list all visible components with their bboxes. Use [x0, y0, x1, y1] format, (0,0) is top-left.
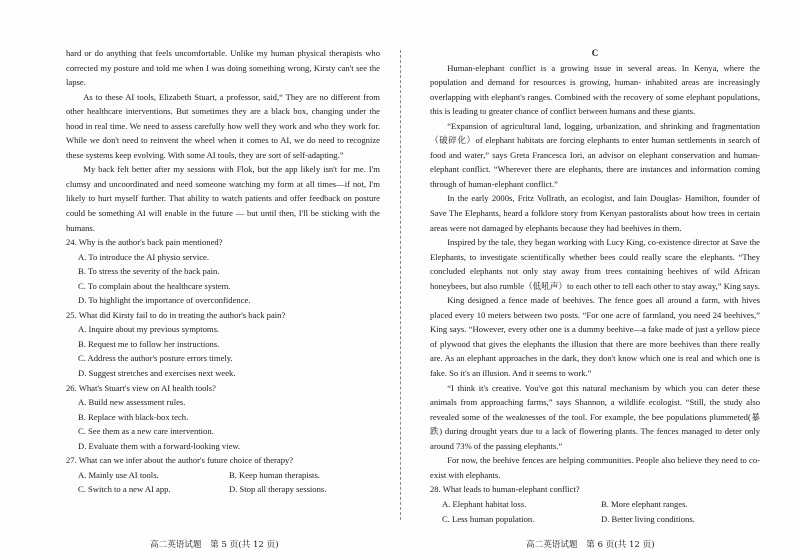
paragraph: hard or do anything that feels uncomfortable. Unlike my human physical therapists who corrected my posture and told me when I was doing something wrong, Kirsty can't see the lapse.: [66, 48, 380, 88]
paragraph: “I think it's creative. You've got this natural mechanism by which you can deter these animals from approaching farms,” says Shannon, a wildlife ecologist. “Still, the study also revealed some of the weaknesses of the tool. For example, the bee populations plummeted(暴跌) during drought years due to a lack of flowering plants. The fences managed to deter only around 73% of the passing elephants.”: [430, 382, 760, 451]
question-stem: 28. What leads to human-elephant conflict?: [430, 484, 580, 495]
question-stem: 26. What's Stuart's view on AI health tools?: [66, 382, 216, 393]
answer-option: D. Suggest stretches and exercises next week.: [78, 368, 236, 379]
answer-option: D. Stop all therapy sessions.: [229, 484, 327, 495]
answer-option: A. Inquire about my previous symptoms.: [78, 324, 220, 335]
answer-option: B. More elephant ranges.: [601, 498, 688, 509]
answer-option: A. Build new assessment rules.: [78, 397, 186, 408]
right-column: [430, 46, 760, 526]
answer-option: B. Request me to follow her instructions.: [78, 338, 220, 349]
answer-option: C. To complain about the healthcare system.: [78, 280, 231, 291]
question-stem: 25. What did Kirsty fail to do in treating the author's back pain?: [66, 309, 286, 320]
answer-option: D. To highlight the importance of overconfidence.: [78, 295, 251, 306]
paragraph: My back felt better after my sessions with Flok, but the app likely isn't for me. I'm clumsy and uncoordinated and need someone watching my form at all times—if not, I'm likely to hurt myself further. That ability to watch patients and offer feedback on posture could be something AI will enable in the future — but until then, I'll be sticking with the humans.: [66, 164, 380, 233]
paragraph: Human-elephant conflict is a growing issue in several areas. In Kenya, where the population and demand for resources is growing, human- inhabited areas are increasingly overlapping with elephant's ranges. Combined with the recovery of some elephant populations, this is leading to greater chance of conflict between humans and these giants.: [430, 62, 760, 117]
option-row: [66, 482, 380, 497]
option-row: [430, 512, 760, 527]
answer-option: B. Replace with black-box tech.: [78, 411, 189, 422]
answer-option: D. Better living conditions.: [601, 513, 695, 524]
paragraph: “Expansion of agricultural land, logging, urbanization, and shrinking and fragmentation（破碎化）of elephant habitats are forcing elephants to enter human settlements in search of food and water,” says Greta Francesca Iori, an advisor on elephant conservation and human-elephant conflict. “Wherever there are elephants, there are instances and information coming through of human-elephant conflict.”: [430, 120, 760, 189]
question-stem: 24. Why is the author's back pain mentioned?: [66, 237, 223, 248]
column-divider: [400, 50, 401, 520]
paragraph: For now, the beehive fences are helping communities. People also believe they need to co-exist with elephants.: [430, 455, 760, 480]
paragraph: Inspired by the tale, they began working with Lucy King, co-existence director at Save the Elephants, to investigate scientifically whether bees could really scare the elephants. “They concluded elephants not only stay away from trees containing beehives of wild African honeybees, but also rumble（低吼声）to each other to tell each other to stay away,” King says.: [430, 237, 760, 291]
answer-option: C. See them as a new care intervention.: [78, 426, 214, 437]
paragraph: As to these AI tools, Elizabeth Stuart, a professor, said,“ They are no different from other healthcare interventions. But sometimes they are a black box, changing under the hood in real time. We need to assess carefully how well they work and who they work for. While we don't need to reinvent the wheel when it comes to AI, we do need to recognize these systems keep evolving. With some AI tools, they are sort of self-adapting.”: [66, 91, 380, 160]
answer-option: C. Address the author's posture errors timely.: [78, 353, 233, 364]
left-column: [66, 46, 380, 497]
question-stem: 27. What can we infer about the author's future choice of therapy?: [66, 455, 294, 466]
answer-option: B. To stress the severity of the back pain.: [78, 266, 220, 277]
option-row: [430, 497, 760, 512]
passage-title: C: [591, 48, 599, 58]
page-footer-left: 高二英语试题 第 5 页(共 12 页): [150, 540, 279, 550]
page-footer-right: 高二英语试题 第 6 页(共 12 页): [526, 540, 655, 550]
paragraph: King designed a fence made of beehives. The fence goes all around a farm, with hives placed every 10 meters between two posts. “For one acre of farmland, you need 24 beehives,” King says. “However, every other one is a dummy beehive—a fake made of just a yellow piece of plywood that gives the elephants the illusion that there are more beehives than there really are. As an elephant approaches in the dark, they don't know which one is real and which one is fake. So it's an illusion. And it seems to work.”: [430, 295, 760, 379]
answer-option: C. Switch to a new AI app.: [78, 484, 171, 495]
answer-option: A. Mainly use AI tools.: [78, 469, 159, 480]
answer-option: A. Elephant habitat loss.: [442, 498, 527, 509]
answer-option: C. Less human population.: [442, 513, 535, 524]
answer-option: D. Evaluate them with a forward-looking view.: [78, 440, 241, 451]
answer-option: A. To introduce the AI physio service.: [78, 251, 209, 262]
paragraph: In the early 2000s, Fritz Vollrath, an ecologist, and Iain Douglas- Hamilton, founder of Save The Elephants, heard a folklore story from Kenyan pastoralists about how trees in certain areas were not damaged by elephants because they had beehives in them.: [430, 193, 760, 233]
answer-option: B. Keep human therapists.: [229, 469, 320, 480]
option-row: [66, 468, 380, 483]
